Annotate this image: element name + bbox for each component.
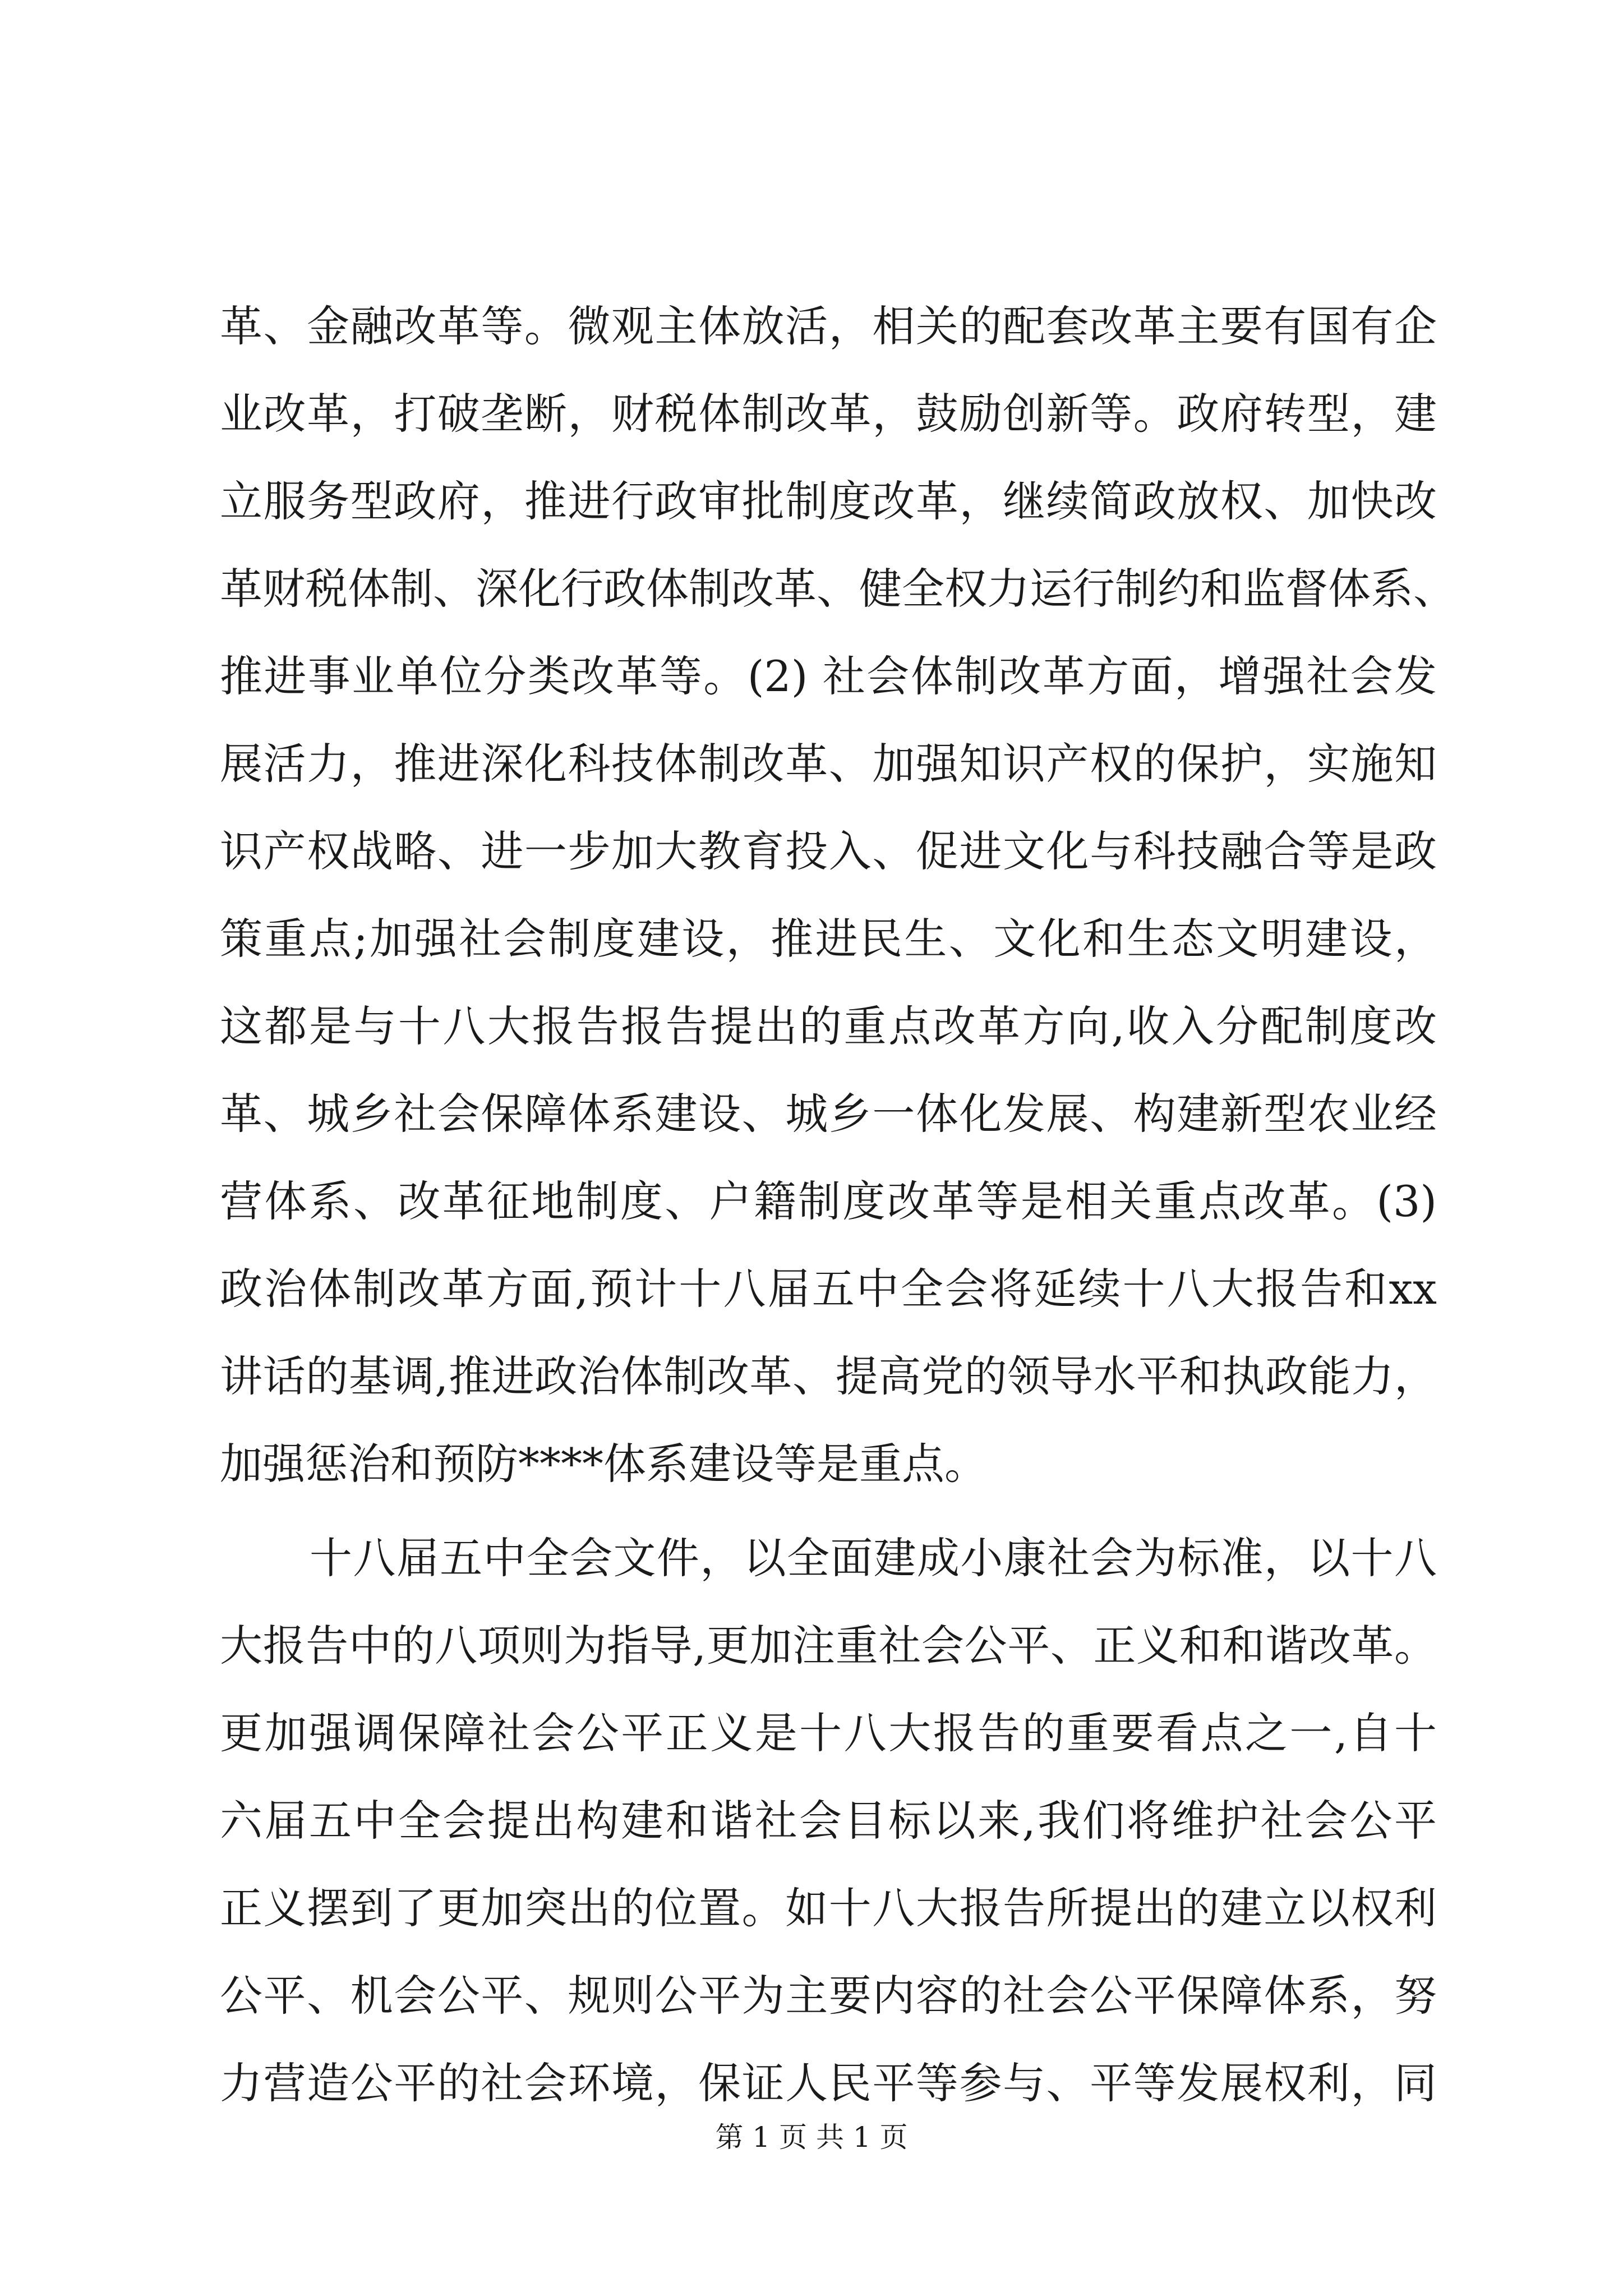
text-line: 政治体制改革方面,预计十八届五中全会将延续十八大报告和xx xyxy=(220,1264,1437,1314)
document-body xyxy=(220,283,1456,2127)
text-line: 业改革，打破垄断，财税体制改革，鼓励创新等。政府转型，建 xyxy=(220,389,1437,439)
text-line: 革财税体制、深化行政体制改革、健全权力运行制约和监督体系、 xyxy=(220,564,1456,614)
text-line: 革、城乡社会保障体系建设、城乡一体化发展、构建新型农业经 xyxy=(220,1089,1437,1139)
page-footer: 第 1 页 共 1 页 xyxy=(715,2121,908,2154)
text-line: 识产权战略、进一步加大教育投入、促进文化与科技融合等是政 xyxy=(220,826,1437,876)
paragraph-spacer xyxy=(220,1508,1437,1515)
text-line: 加强惩治和预防****体系建设等是重点。 xyxy=(220,1439,987,1489)
text-line: 策重点;加强社会制度建设，推进民生、文化和生态文明建设， xyxy=(220,914,1437,964)
paragraph-1 xyxy=(220,283,1456,1508)
text-line: 展活力，推进深化科技体制改革、加强知识产权的保护，实施知 xyxy=(220,739,1437,789)
paragraph-2 xyxy=(220,1515,1437,2127)
text-line: 大报告中的八项则为指导,更加注重社会公平、正义和和谐改革。 xyxy=(220,1621,1437,1671)
text-line: 革、金融改革等。微观主体放活，相关的配套改革主要有国有企 xyxy=(220,301,1437,351)
text-line: 讲话的基调,推进政治体制改革、提高党的领导水平和执政能力， xyxy=(220,1351,1437,1401)
text-line: 正义摆到了更加突出的位置。如十八大报告所提出的建立以权利 xyxy=(220,1883,1437,1933)
text-line: 这都是与十八大报告报告提出的重点改革方向,收入分配制度改 xyxy=(220,1001,1437,1051)
text-line: 六届五中全会提出构建和谐社会目标以来,我们将维护社会公平 xyxy=(220,1796,1437,1846)
text-line: 十八届五中全会文件，以全面建成小康社会为标准，以十八 xyxy=(310,1533,1437,1583)
text-line: 立服务型政府，推进行政审批制度改革，继续简政放权、加快改 xyxy=(220,476,1437,526)
text-line: 营体系、改革征地制度、户籍制度改革等是相关重点改革。(3) xyxy=(220,1176,1437,1226)
text-line: 推进事业单位分类改革等。(2) 社会体制改革方面，增强社会发 xyxy=(220,651,1437,701)
text-line: 公平、机会公平、规则公平为主要内容的社会公平保障体系，努 xyxy=(220,1971,1437,2021)
text-line: 力营造公平的社会环境，保证人民平等参与、平等发展权利，同 xyxy=(220,2058,1437,2108)
text-line: 更加强调保障社会公平正义是十八大报告的重要看点之一,自十 xyxy=(220,1708,1437,1758)
